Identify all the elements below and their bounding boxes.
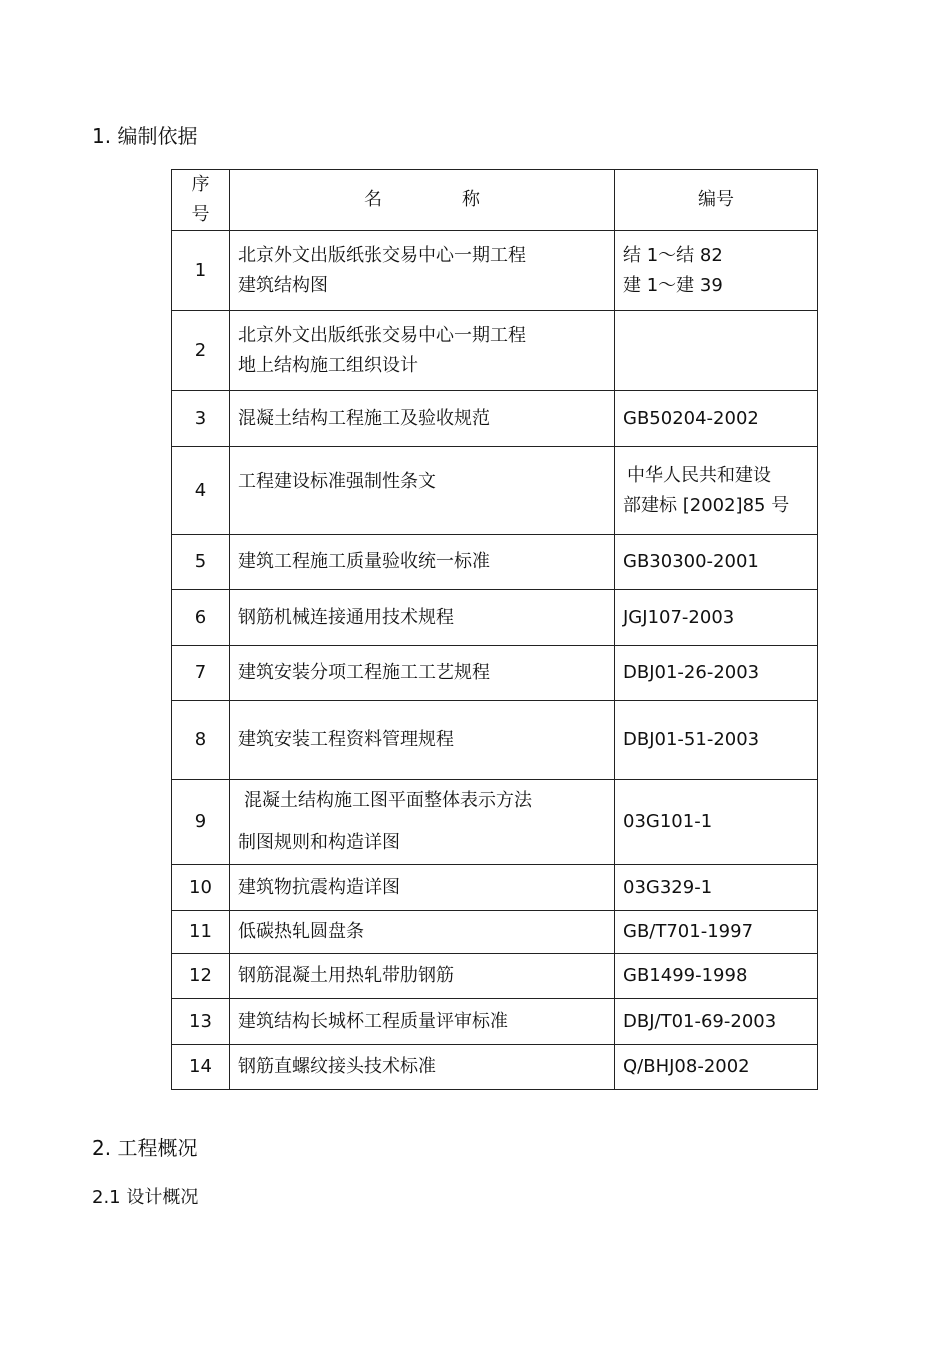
row-name: 钢筋直螺纹接头技术标准 — [230, 1045, 615, 1090]
table-row — [172, 590, 818, 646]
row-seq: 8 — [172, 701, 230, 780]
row-seq: 1 — [172, 231, 230, 311]
table-row — [172, 954, 818, 999]
header-seq-line1: 序 — [191, 174, 210, 195]
table-row — [172, 865, 818, 911]
table-row — [172, 535, 818, 590]
header-name-part1: 名 — [364, 189, 382, 210]
table-row — [172, 1045, 818, 1090]
row-code: GB1499-1998 — [615, 954, 818, 999]
section-2-title: 2. 工程概况 — [92, 1136, 198, 1160]
row-code: DBJ01-51-2003 — [615, 701, 818, 780]
section-2-1-title: 2.1 设计概况 — [92, 1187, 199, 1208]
row-name: 建筑安装分项工程施工工艺规程 — [230, 646, 615, 701]
row-seq: 2 — [172, 311, 230, 391]
row-seq: 11 — [172, 911, 230, 954]
row-name: 建筑安装工程资料管理规程 — [230, 701, 615, 780]
table-row — [172, 391, 818, 447]
row-code: GB50204-2002 — [615, 391, 818, 447]
row-name: 建筑工程施工质量验收统一标准 — [230, 535, 615, 590]
row-name: 低碳热轧圆盘条 — [230, 911, 615, 954]
row-code — [615, 311, 818, 391]
row-code: 结 1～结 82 建 1～建 39 — [615, 231, 818, 311]
header-code: 编号 — [615, 170, 818, 231]
table-row — [172, 701, 818, 780]
row-code: GB30300-2001 — [615, 535, 818, 590]
row-seq: 10 — [172, 865, 230, 911]
table-row — [172, 231, 818, 311]
section-1-title: 1. 编制依据 — [92, 124, 198, 148]
table-row — [172, 447, 818, 535]
row-code: GB/T701-1997 — [615, 911, 818, 954]
row-seq: 5 — [172, 535, 230, 590]
row-name: 钢筋混凝土用热轧带肋钢筋 — [230, 954, 615, 999]
table-row — [172, 646, 818, 701]
header-name — [230, 170, 615, 231]
row-seq: 14 — [172, 1045, 230, 1090]
row-code: DBJ01-26-2003 — [615, 646, 818, 701]
row-code: DBJ/T01-69-2003 — [615, 999, 818, 1045]
row-code: JGJ107-2003 — [615, 590, 818, 646]
header-seq-line2: 号 — [191, 204, 210, 225]
row-seq: 12 — [172, 954, 230, 999]
row-code: 03G101-1 — [615, 780, 818, 865]
row-name: 建筑结构长城杯工程质量评审标准 — [230, 999, 615, 1045]
row-name: 建筑物抗震构造详图 — [230, 865, 615, 911]
row-seq: 3 — [172, 391, 230, 447]
row-seq: 7 — [172, 646, 230, 701]
table-row — [172, 311, 818, 391]
row-code: 03G329-1 — [615, 865, 818, 911]
row-seq: 4 — [172, 447, 230, 535]
table-row — [172, 999, 818, 1045]
row-code: Q/BHJ08-2002 — [615, 1045, 818, 1090]
row-code: 中华人民共和建设 部建标 [2002]85 号 — [615, 447, 818, 535]
row-seq: 9 — [172, 780, 230, 865]
row-name: 北京外文出版纸张交易中心一期工程 地上结构施工组织设计 — [230, 311, 615, 391]
table-row — [172, 780, 818, 865]
row-name: 北京外文出版纸张交易中心一期工程 建筑结构图 — [230, 231, 615, 311]
table-row — [172, 911, 818, 954]
row-seq: 6 — [172, 590, 230, 646]
row-seq: 13 — [172, 999, 230, 1045]
row-name: 混凝土结构工程施工及验收规范 — [230, 391, 615, 447]
header-name-part2: 称 — [462, 189, 480, 210]
header-seq — [172, 170, 230, 231]
row-name: 工程建设标准强制性条文 — [230, 447, 615, 535]
table-header-row — [172, 170, 818, 231]
reference-table — [171, 169, 818, 1090]
row-name: 钢筋机械连接通用技术规程 — [230, 590, 615, 646]
row-name: 混凝土结构施工图平面整体表示方法 制图规则和构造详图 — [230, 780, 615, 865]
